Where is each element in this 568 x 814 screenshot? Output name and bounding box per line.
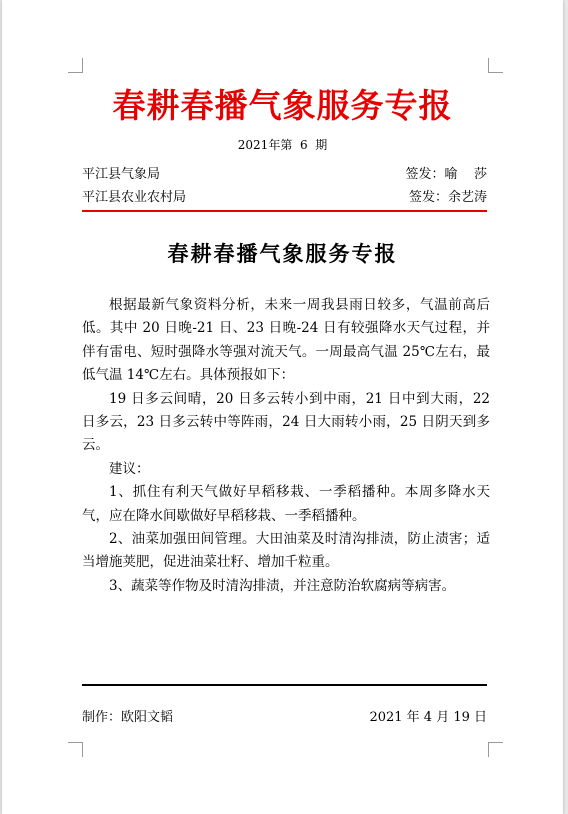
document-page xyxy=(2,0,563,814)
footer-divider xyxy=(82,684,487,686)
crop-mark-top-left xyxy=(68,58,83,73)
issuer-org: 平江县气象局 xyxy=(82,167,161,182)
crop-mark-top-right xyxy=(488,58,503,73)
issuer-row xyxy=(82,163,487,182)
paragraph: 建议： xyxy=(109,460,150,477)
document-title: 春耕春播气象服务专报 xyxy=(167,241,398,266)
header-divider xyxy=(82,210,487,212)
paragraph: 3、蔬菜等作物及时清沟排渍，并注意防治软腐病等病害。 xyxy=(109,577,456,594)
crop-mark-bottom-right xyxy=(488,742,503,757)
paragraph: 2、油菜加强田间管理。大田油菜及时清沟排渍，防止渍害；适当增施荚肥，促进油菜壮籽、增加千粒重。 xyxy=(82,531,490,571)
issuer-org: 平江县农业农村局 xyxy=(82,190,187,205)
footer-date: 2021 年 4 月 19 日 xyxy=(369,710,487,725)
issue-number: 2021年第 6 期 xyxy=(237,138,328,152)
document-body xyxy=(82,294,490,598)
issuer-sign: 签发：喻 莎 xyxy=(405,167,487,182)
issuer-row xyxy=(82,186,487,205)
paragraph: 1、抓住有利天气做好早稻移栽、一季稻播种。本周多降水天气，应在降水间歇做好早稻移栽、一季稻播种。 xyxy=(82,484,490,524)
crop-mark-bottom-left xyxy=(68,742,83,757)
footer-author: 制作：欧阳文韬 xyxy=(82,710,174,725)
paragraph: 19 日多云间晴，20 日多云转小到中雨，21 日中到大雨，22 日多云，23 日多云转中等阵雨，24 日大雨转小雨，25 日阴天到多云。 xyxy=(82,390,490,454)
paragraph: 根据最新气象资料分析，未来一周我县雨日较多，气温前高后低。其中 20 日晚-21 日、23 日晚-24 日有较强降水天气过程，并伴有雷电、短时强降水等强对流天气。一周最高气温 25℃左右，最低气温 14℃左右。具体预报如下： xyxy=(82,297,490,384)
footer xyxy=(82,706,487,725)
issuer-sign: 签发：余艺涛 xyxy=(408,190,487,205)
masthead-title: 春耕春播气象服务专报 xyxy=(112,86,453,125)
